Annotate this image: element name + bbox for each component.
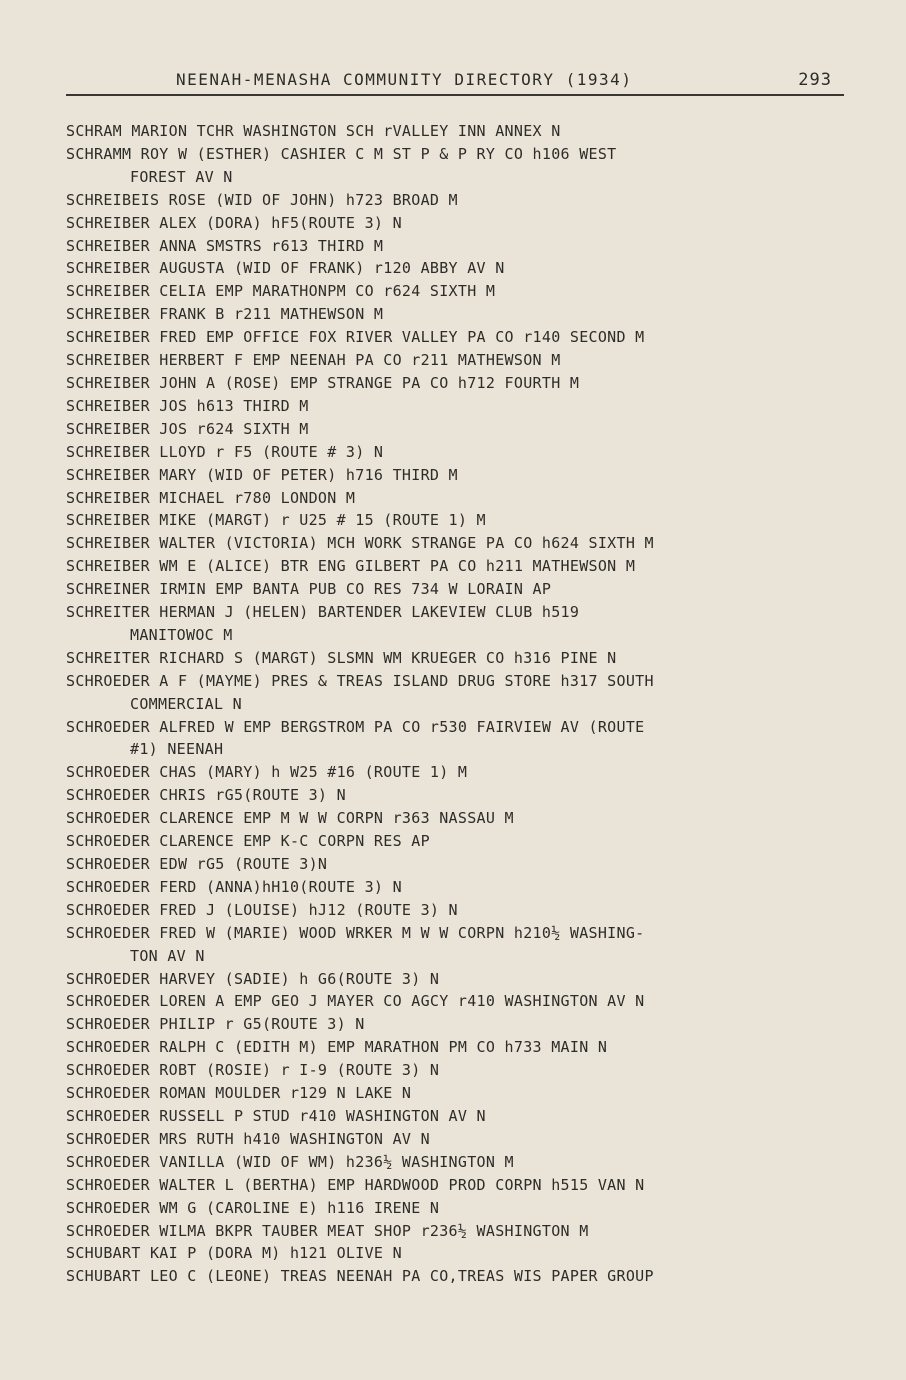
- directory-entries: [66, 120, 856, 1288]
- directory-entry: SCHREIBER JOS r624 SIXTH M: [66, 419, 309, 438]
- directory-entry: SCHREIBER MIKE (MARGT) r U25 # 15 (ROUTE 1) M: [66, 511, 486, 530]
- directory-entry: SCHROEDER WM G (CAROLINE E) h116 IRENE N: [66, 1198, 440, 1217]
- directory-entry: SCHREIBER LLOYD r F5 (ROUTE # 3) N: [66, 442, 384, 461]
- directory-entry: SCHREIBER FRANK B r211 MATHEWSON M: [66, 305, 384, 324]
- directory-entry: SCHREIBER CELIA EMP MARATHONPM CO r624 SIXTH M: [66, 282, 496, 301]
- directory-entry: SCHROEDER ROBT (ROSIE) r I-9 (ROUTE 3) N: [66, 1061, 440, 1080]
- directory-entry: SCHUBART KAI P (DORA M) h121 OLIVE N: [66, 1244, 402, 1263]
- page-number: 293: [798, 70, 832, 90]
- directory-entry: SCHROEDER FRED W (MARIE) WOOD WRKER M W W CORPN h210½ WASHING-: [66, 923, 645, 942]
- directory-entry: SCHREIBER FRED EMP OFFICE FOX RIVER VALLEY PA CO r140 SECOND M: [66, 328, 645, 347]
- directory-entry: SCHREIBER MARY (WID OF PETER) h716 THIRD M: [66, 465, 458, 484]
- directory-entry: SCHROEDER WILMA BKPR TAUBER MEAT SHOP r236½ WASHINGTON M: [66, 1221, 589, 1240]
- directory-entry: SCHREIBER HERBERT F EMP NEENAH PA CO r211 MATHEWSON M: [66, 351, 561, 370]
- directory-entry: SCHROEDER FERD (ANNA)hH10(ROUTE 3) N: [66, 877, 402, 896]
- directory-entry: SCHREITER RICHARD S (MARGT) SLSMN WM KRUEGER CO h316 PINE N: [66, 648, 617, 667]
- directory-entry: SCHREIBER JOHN A (ROSE) EMP STRANGE PA CO h712 FOURTH M: [66, 373, 580, 392]
- directory-entry-continuation: COMMERCIAL N: [130, 694, 242, 713]
- directory-entry: SCHROEDER CLARENCE EMP M W W CORPN r363 NASSAU M: [66, 809, 514, 828]
- directory-entry: SCHRAMM ROY W (ESTHER) CASHIER C M ST P & P RY CO h106 WEST: [66, 144, 617, 163]
- directory-entry: SCHROEDER ROMAN MOULDER r129 N LAKE N: [66, 1084, 412, 1103]
- directory-entry: SCHROEDER FRED J (LOUISE) hJ12 (ROUTE 3) N: [66, 900, 458, 919]
- directory-entry: SCHROEDER WALTER L (BERTHA) EMP HARDWOOD PROD CORPN h515 VAN N: [66, 1175, 645, 1194]
- directory-entry: SCHREIBER MICHAEL r780 LONDON M: [66, 488, 356, 507]
- directory-entry: SCHUBART LEO C (LEONE) TREAS NEENAH PA CO,TREAS WIS PAPER GROUP: [66, 1267, 654, 1286]
- directory-entry: SCHREIBER AUGUSTA (WID OF FRANK) r120 ABBY AV N: [66, 259, 505, 278]
- directory-entry: SCHROEDER PHILIP r G5(ROUTE 3) N: [66, 1015, 365, 1034]
- directory-entry: SCHREITER HERMAN J (HELEN) BARTENDER LAKEVIEW CLUB h519: [66, 603, 580, 622]
- directory-entry-continuation: FOREST AV N: [130, 167, 233, 186]
- directory-entry: SCHREIBER JOS h613 THIRD M: [66, 396, 309, 415]
- directory-title: NEENAH-MENASHA COMMUNITY DIRECTORY (1934): [176, 70, 633, 89]
- directory-entry: SCHREIBER WALTER (VICTORIA) MCH WORK STRANGE PA CO h624 SIXTH M: [66, 534, 654, 553]
- directory-entry-continuation: #1) NEENAH: [130, 740, 224, 759]
- directory-entry: SCHREIBEIS ROSE (WID OF JOHN) h723 BROAD M: [66, 190, 458, 209]
- page-header: [66, 68, 844, 96]
- directory-entry: SCHROEDER EDW rG5 (ROUTE 3)N: [66, 855, 328, 873]
- directory-entry: SCHROEDER CLARENCE EMP K-C CORPN RES AP: [66, 832, 430, 851]
- directory-entry: SCHROEDER HARVEY (SADIE) h G6(ROUTE 3) N: [66, 969, 440, 988]
- directory-entry: SCHROEDER VANILLA (WID OF WM) h236½ WASHINGTON M: [66, 1152, 514, 1171]
- directory-entry: SCHROEDER CHRIS rG5(ROUTE 3) N: [66, 786, 346, 805]
- directory-entry: SCHRAM MARION TCHR WASHINGTON SCH rVALLEY INN ANNEX N: [66, 122, 561, 140]
- directory-entry: SCHREINER IRMIN EMP BANTA PUB CO RES 734 W LORAIN AP: [66, 580, 552, 599]
- directory-entry: SCHROEDER A F (MAYME) PRES & TREAS ISLAND DRUG STORE h317 SOUTH: [66, 671, 654, 690]
- directory-entry-continuation: TON AV N: [130, 946, 205, 965]
- directory-entry: SCHREIBER WM E (ALICE) BTR ENG GILBERT PA CO h211 MATHEWSON M: [66, 557, 636, 576]
- directory-entry: SCHROEDER MRS RUTH h410 WASHINGTON AV N: [66, 1129, 430, 1148]
- directory-entry: SCHROEDER RALPH C (EDITH M) EMP MARATHON PM CO h733 MAIN N: [66, 1038, 608, 1057]
- directory-entry: SCHROEDER RUSSELL P STUD r410 WASHINGTON AV N: [66, 1106, 486, 1125]
- directory-entry: SCHROEDER LOREN A EMP GEO J MAYER CO AGCY r410 WASHINGTON AV N: [66, 992, 645, 1011]
- directory-entry: SCHROEDER CHAS (MARY) h W25 #16 (ROUTE 1) M: [66, 763, 468, 782]
- directory-entry: SCHREIBER ALEX (DORA) hF5(ROUTE 3) N: [66, 213, 402, 232]
- directory-entry: SCHROEDER ALFRED W EMP BERGSTROM PA CO r530 FAIRVIEW AV (ROUTE: [66, 717, 645, 736]
- directory-entry-continuation: MANITOWOC M: [130, 625, 233, 644]
- directory-entry: SCHREIBER ANNA SMSTRS r613 THIRD M: [66, 236, 384, 255]
